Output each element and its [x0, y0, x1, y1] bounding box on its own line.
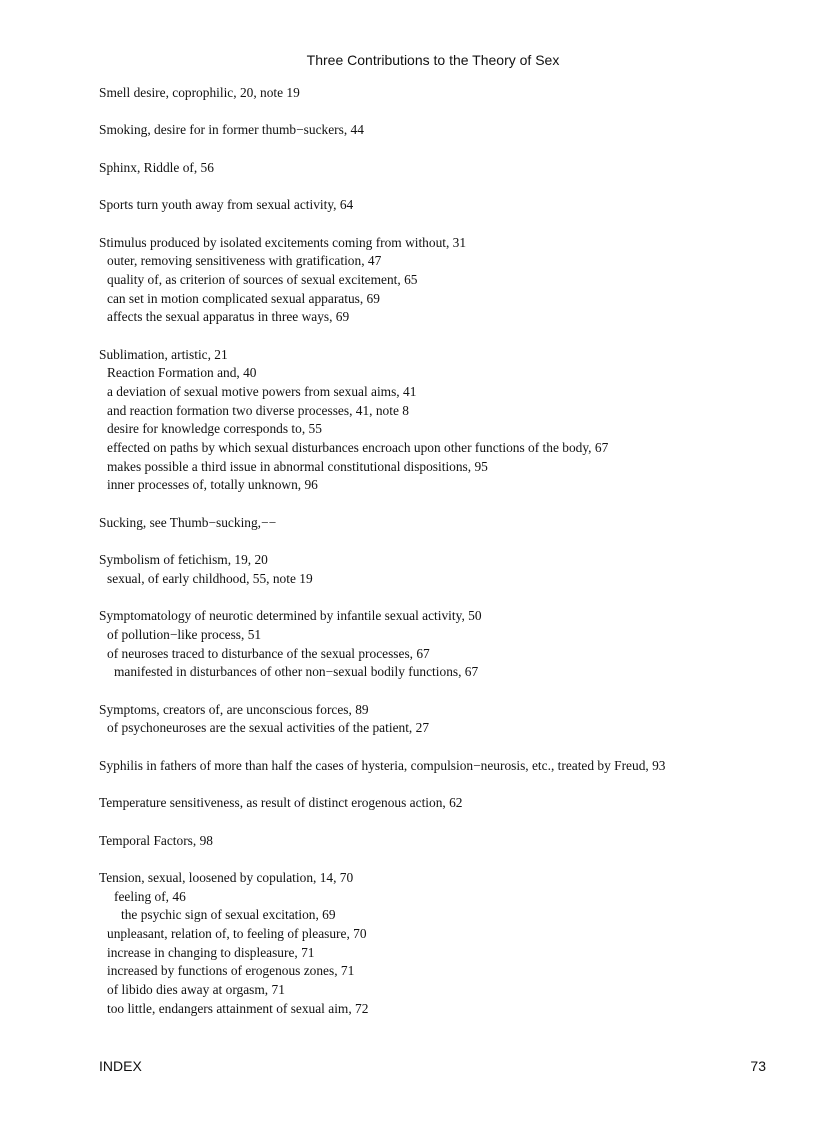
index-subentry: manifested in disturbances of other non−sexual bodily functions, 67: [114, 664, 479, 680]
index-subentry: a deviation of sexual motive powers from sexual aims, 41: [107, 384, 417, 399]
index-entry: Stimulus produced by isolated excitements coming from without, 31: [99, 234, 467, 250]
index-list: [99, 84, 789, 1018]
index-subentry: increase in changing to displeasure, 71: [107, 944, 315, 960]
index-entry: Symptoms, creators of, are unconscious forces, 89: [99, 701, 369, 717]
index-subentry: of pollution−like process, 51: [107, 626, 262, 642]
index-subentry: of libido dies away at orgasm, 71: [107, 982, 285, 997]
footer-section-label: INDEX: [99, 1058, 142, 1074]
index-entry: Smoking, desire for in former thumb−suckers, 44: [99, 122, 364, 138]
index-subentry: and reaction formation two diverse processes, 41, note 8: [107, 402, 409, 418]
index-subentry: increased by functions of erogenous zones, 71: [107, 963, 355, 979]
index-entry: Tension, sexual, loosened by copulation, 14, 70: [99, 869, 354, 885]
running-head-title: Three Contributions to the Theory of Sex: [306, 52, 560, 68]
index-subentry: Reaction Formation and, 40: [107, 365, 257, 381]
index-subentry: effected on paths by which sexual disturbances encroach upon other functions of the body, 67: [107, 440, 609, 456]
index-entry: Syphilis in fathers of more than half the cases of hysteria, compulsion−neurosis, etc., treated by Freud, 93: [99, 757, 666, 773]
index-subentry: makes possible a third issue in abnormal constitutional dispositions, 95: [107, 458, 488, 474]
index-subentry: outer, removing sensitiveness with gratification, 47: [107, 253, 382, 269]
index-entry: Sucking, see Thumb−sucking,−−: [99, 514, 277, 530]
index-subentry: unpleasant, relation of, to feeling of pleasure, 70: [107, 925, 367, 941]
index-subentry: can set in motion complicated sexual apparatus, 69: [107, 290, 380, 306]
index-subentry: of neuroses traced to disturbance of the sexual processes, 67: [107, 645, 430, 661]
index-entry: Sports turn youth away from sexual activity, 64: [99, 197, 354, 213]
index-entry: Temperature sensitiveness, as result of distinct erogenous action, 62: [99, 795, 463, 811]
index-subentry: feeling of, 46: [114, 888, 186, 904]
index-entry: Symptomatology of neurotic determined by infantile sexual activity, 50: [99, 608, 482, 624]
index-subentry: desire for knowledge corresponds to, 55: [107, 421, 322, 437]
index-subentry: too little, endangers attainment of sexual aim, 72: [107, 1000, 369, 1016]
index-entry: Sphinx, Riddle of, 56: [99, 159, 214, 175]
index-subentry: inner processes of, totally unknown, 96: [107, 477, 318, 493]
index-subentry: of psychoneuroses are the sexual activities of the patient, 27: [107, 720, 430, 736]
index-subentry: sexual, of early childhood, 55, note 19: [107, 570, 313, 586]
page-number: 73: [750, 1058, 766, 1074]
index-entry: Temporal Factors, 98: [99, 832, 213, 848]
index-subentry: quality of, as criterion of sources of sexual excitement, 65: [107, 271, 418, 287]
index-subentry: affects the sexual apparatus in three ways, 69: [107, 309, 350, 325]
index-subentry: the psychic sign of sexual excitation, 69: [121, 907, 336, 923]
index-entry: Smell desire, coprophilic, 20, note 19: [99, 85, 300, 100]
index-entry: Symbolism of fetichism, 19, 20: [99, 552, 268, 568]
index-entry: Sublimation, artistic, 21: [99, 346, 228, 362]
